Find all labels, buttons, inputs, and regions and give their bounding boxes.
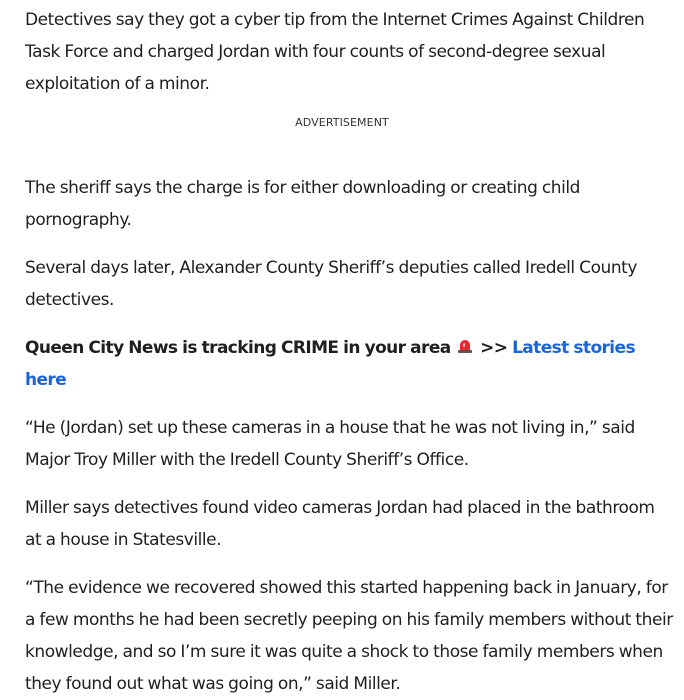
paragraph-miller-quote: “He (Jordan) set up these cameras in a house that he was not living in,” said Major Troy Miller with the Iredell County Sheriff’s Office. — [25, 418, 635, 470]
latest-stories-link[interactable]: Latest stories here — [25, 338, 635, 390]
paragraph-cyber-tip: Detectives say they got a cyber tip from the Internet Crimes Against Children Task Force and charged Jordan with four counts of second-degree sexual exploitation of a minor. — [25, 10, 645, 94]
paragraph-alexander-county: Several days later, Alexander County Sheriff’s deputies called Iredell County detectives. — [25, 258, 637, 310]
callout-arrows: >> — [480, 338, 508, 358]
advertisement-label: ADVERTISEMENT — [295, 116, 389, 129]
advertisement-slot — [25, 132, 673, 172]
article-body — [25, 4, 673, 700]
paragraph-sheriff-charge: The sheriff says the charge is for either downloading or creating child pornography. — [25, 178, 581, 230]
crime-tracking-callout — [25, 332, 673, 396]
police-light-icon — [457, 338, 473, 354]
paragraph-cameras-found: Miller says detectives found video cameras Jordan had placed in the bathroom at a house in Statesville. — [25, 498, 655, 550]
paragraph-evidence-quote: “The evidence we recovered showed this started happening back in January, for a few months he had been secretly peeping on his family members without their knowledge, and so I’m sure it was quite a shock to those family members when they found out what was going on,” said Miller. — [25, 578, 673, 694]
callout-text: Queen City News is tracking CRIME in your area — [25, 338, 451, 358]
